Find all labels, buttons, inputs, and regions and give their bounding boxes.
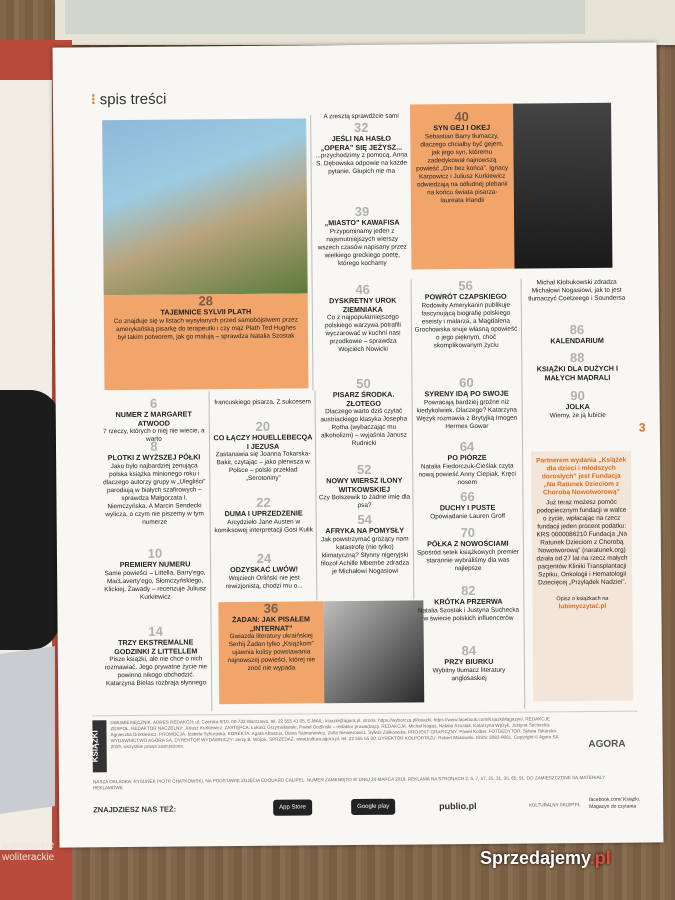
entry-88[interactable] [525, 351, 629, 383]
entry-70[interactable] [415, 526, 521, 573]
entry-66[interactable] [414, 490, 520, 521]
entry-title: NOWY WIERSZ ILONY WITKOWSKIEJ [326, 475, 403, 494]
apps-bar [93, 794, 653, 821]
entry-title: KSIĄŻKI DLA DUŻYCH I MAŁYCH MĄDRALI [536, 363, 618, 382]
entry-continued[interactable] [213, 398, 313, 407]
entry-text: Zastanawia się Joanna Tokarska-Bakir, czytając – jako pierwsza w Polsce – polski przekład „Serotoniny” [215, 450, 311, 482]
entry-text: Natalia Szostak i Justyna Suchecka w świecie polskich influencerów [417, 606, 520, 622]
entry-text: Sebastian Barry tłumaczy, dlaczego chciałby być gejem, jak jego syn, któremu zadedykował najnowszą powieść „Dni bez końca”. Ignacy Karpowicz i Juliusz Kurkiewicz odwiedzają na odludnej plebanii na końcu świata pisarza-laureata Irlandii [416, 132, 509, 204]
entry-title: JOLKA [565, 401, 590, 412]
magazine-strip [65, 0, 585, 34]
entry-40[interactable] [410, 104, 514, 270]
entry-page-number: 20 [255, 418, 271, 434]
entry-title: PO PIÓRZE [447, 452, 487, 463]
partner-box [531, 451, 633, 702]
entry-page-number: 60 [459, 374, 474, 391]
left-magazine-tag: woliterackie woliterackie [2, 840, 55, 863]
entry-text: Przypominamy jeden z najsmutniejszych wierszy wszech czasów napisany przez wielkiego greckiego poetę, którego kochamy [317, 227, 407, 267]
entry-page-number: 39 [354, 203, 370, 220]
entry-text: francuskiego pisarza. Z sukcesem [214, 398, 311, 407]
app-store-badge[interactable]: App Store [273, 799, 312, 815]
entry-title: PRZY BIURKU [444, 656, 494, 667]
entry-text: Powracają bardziej groźne niż kiedykolwiek. Dlaczego? Katarzyna Wężyk rozmawia z Brytyjką Imogen Hermes Gowar [416, 398, 518, 430]
kulturalny-sklep-link[interactable]: KULTURALNY SKLEP.PL [529, 802, 581, 808]
entry-page-number: 46 [355, 281, 370, 298]
entry-36[interactable] [218, 601, 324, 704]
entry-page-number: 82 [460, 582, 476, 599]
entry-10[interactable] [103, 546, 207, 601]
agora-logo: AGORA [588, 738, 626, 751]
entry-text: Same powieści – Littella, Barry'ego, MacLaverty'ego, Słomczyńskiego, Klickiej, Zawady – recenzuje Juliusz Kurkiewicz [104, 568, 207, 601]
entry-title: DYSKRETNY UROK ZIEMNIAKA [329, 295, 397, 314]
entry-title: CO ŁĄCZY HOUELLEBECQA I JEZUSA [213, 432, 313, 451]
entry-page-number: 8 [150, 438, 158, 454]
entry-page-number: 10 [147, 545, 163, 561]
entry-text: Czy Bolszewik to żadne imię dla psa? [318, 493, 411, 510]
entry-text: 7 rzeczy, których o niej nie wiecie, a warto [103, 427, 205, 443]
partner-heading: Partnerem wydania „Książek dla dzieci i młodszych dorosłych” jest Fundacja „Na Ratunek Dzieciom z Chorobą Nowotworową” [536, 456, 627, 497]
entry-page-number: 52 [356, 461, 372, 478]
entry-page-number: 66 [460, 488, 475, 505]
entry-text: Opowiadanie Lauren Groff [430, 512, 506, 520]
entry-text: Wojciech Orliński nie jest rewizjonistą, chodzi mu o... [225, 574, 303, 590]
sprzedajemy-watermark [480, 848, 611, 869]
entry-39[interactable] [316, 205, 409, 268]
facebook-link[interactable]: facebook.com/ Książki. Magazyn do czytania [589, 796, 641, 810]
entry-text: Pisze książki, ale nie chce o nich rozmawiać. Jego prywatne życie nie powinno nikogo obchodzić. Katarzyna Bielas rozbraja słynnego [104, 655, 208, 688]
entry-lead: A zresztą sprawdźcie sami [323, 112, 399, 121]
entry-title: KRÓTKA PRZERWA [434, 596, 503, 607]
watermark-text: Sprzedajemy [480, 848, 590, 868]
publio-link[interactable]: publio.pl [439, 800, 477, 812]
entry-title: AFRYKA NA POMYSŁY [325, 525, 405, 536]
entry-title: PLOTKI Z WYŻSZEJ PÓŁKI [107, 452, 201, 463]
entry-page-number: 90 [570, 388, 585, 404]
entry-title: ŻADAN: JAK PISAŁEM „INTERNAT” [232, 614, 310, 633]
keyboard [0, 646, 55, 814]
entry-title: JEŚLI NA HASŁO „OPERA” SIĘ JEŻYSZ... [320, 133, 403, 152]
watermark-suffix: .pl [589, 848, 611, 868]
magazine-page [53, 42, 664, 847]
entry-text: Arcydzieło Jane Austen w komiksowej interpretacji Gosi Kulik [214, 518, 313, 534]
entry-page-number: 6 [149, 395, 158, 411]
entry-text: Jak powstrzymać grożący nam katastrofę (nie tylko) klimatyczną? Słynny nigeryjski filozof Achille Mbembe zdradza je Michałowi Nogasiowi [320, 535, 410, 575]
entry-page-number: 36 [263, 600, 279, 616]
page-title: spis treści [99, 90, 167, 109]
entry-50[interactable] [317, 377, 410, 449]
entry-title: „MIASTO” KAWAFISA [324, 217, 400, 228]
entry-text: Natalia Fiedorczuk-Cieślak czyta nową powieść Anny Ciepiak. Kręci nosem [418, 462, 516, 486]
entry-28[interactable] [104, 293, 309, 390]
entry-title: SYRENY IDĄ PO SWOJE [424, 388, 509, 399]
entry-page-number: 14 [148, 623, 163, 639]
entry-title: TRZY EKSTREMALNE GODZINKI Z LITTELLEM [114, 637, 198, 656]
entry-title: POWRÓT CZAPSKIEGO [424, 291, 507, 302]
entry-page-number: 88 [569, 350, 585, 366]
entry-52[interactable] [318, 463, 410, 511]
entry-page-number: 54 [357, 511, 372, 528]
background-magazine [55, 0, 675, 45]
entry-86[interactable] [525, 323, 629, 346]
partner-body: Już teraz możesz pomóc podopiecznym fundacji w walce o życie, wpłacając na rzecz fundacji jeden procent podatku: KRS 0000086210 Fundacja „Na Ratunek Dzieciom z Chorobą Nowotworową” (naratunek.org) działa od 27 lat na rzecz małych pacjentów Kliniki Transplantacji Szpiku, Onkologii i Hematologii Dziecięcej „Przylądek Nadziei”. [536, 498, 628, 587]
entry-page-number: 22 [256, 494, 271, 510]
entry-title: PÓŁKA Z NOWOŚCIAMI [427, 538, 509, 549]
entry-text: Co znajduje się w listach wysyłanych przed samobójstwem przez amerykańską pisarkę do terapeutki i czy mąż Plath Ted Hughes był takim potworem, jak go malują – sprawdza Natalia Szostak [113, 316, 298, 341]
entry-text: Michał Kłobukowski zdradza Michałowi Nogasiowi, jak to jest tłumaczyć Coetzeego i Soundersa [528, 278, 626, 303]
entry-title: ODZYSKAĆ LWÓW! [230, 564, 299, 575]
entry-title: DUMA I UPRZEDZENIE [224, 508, 303, 519]
photo-serhij-zadan [323, 600, 424, 703]
column-divider [209, 391, 213, 711]
entry-page-number: 40 [454, 109, 469, 125]
entry-klobukowski[interactable] [525, 279, 629, 304]
entry-text: Dlaczego warto dziś czytać austriackiego klasyka Josepha Rotha (wybaczając mu alkoholizm) – wyjaśnia Janusz Rudnicki [320, 407, 408, 448]
page-header [91, 90, 167, 109]
entry-page-number: 84 [461, 642, 477, 659]
entry-title: NUMER Z MARGARET ATWOOD [115, 409, 192, 428]
entry-22[interactable] [213, 495, 313, 534]
entry-page-number: 28 [198, 293, 214, 309]
entry-page-number: 70 [460, 524, 476, 541]
entry-title: KALENDARIUM [550, 335, 604, 346]
entry-page-number: 64 [459, 438, 475, 455]
entry-84[interactable] [416, 644, 522, 683]
entry-text: Jako było najbardziej żenująca polska książka minionego roku i dlaczego autorzy grupy w „Ulegliści” parodiują w białych szafirowych – sprawdza Małgorzata I. Niemczyńska. A Marcin Sendecki wylicza, o czym nie piszemy w tym numerze [103, 461, 206, 526]
entry-60[interactable] [413, 376, 519, 431]
imprint [92, 711, 638, 777]
entry-title: DUCHY I PUSTE [439, 502, 496, 513]
photo-sylvia-plath [102, 118, 308, 295]
entry-90[interactable] [526, 389, 630, 420]
column-divider [310, 115, 313, 390]
entry-page-number: 56 [458, 277, 473, 294]
entry-title: TAJEMNICE SYLVII PLATH [160, 306, 252, 317]
entry-56[interactable] [413, 279, 520, 350]
entry-text: Rodowity Amerykanin publikuje fascynującą biografię polskiego eseisty i malarza, a Magdalena Grochowska snuje własną opowieść o jego pięknym, choć skomplikowanym życiu [414, 301, 518, 349]
entry-page-number: 32 [353, 119, 369, 136]
cover-credit: NASZA OKŁADKA: RYSUNEK PIOTR CHATKOWSKI, NA PODSTAWIE ZDJĘCIA EDOUARD CALIPEL. NUMER ZAMKNIĘTO W DNIU 20 MARCA 2019. REKLAMA NA STRONACH 2, 5, 7, 17, 25, 31, 35, 65, 91. DO ZAMIESZCZONE SĄ MATERIAŁY REKLAMOWE [92, 774, 606, 791]
entry-20[interactable] [213, 419, 314, 483]
imprint-text: DWUMIESIĘCZNIK. ADRES REDAKCJI: ul. Czerska 8/10, 00-732 Warszawa, tel. 22 555 41 05, E-MAIL: ksiazki@agora.pl, strona: https://wyborcza.pl/ksiazki, https://www.facebook.com/KsiazkiMagazyn/. REDAKCJE ZESPOŁ. REDAKTOR NACZELNY: Juliusz Kurkiewicz. ZASTĘPCA: Łukasz Grzymisławski, Paweł Goźliński – redaktor prowadzący. REDAKCJA: Michał Nogaś, Natalia Szostak, Katarzyna Wężyk, Justyna Suchecka, Agnieszka Drotkiewicz. PROMOCJA: Izabela Szkurpska. KOREKTA: Agata Abaszus, Diana Salmanowicz, Zofia Siewierowicz, Sylwia Ziółkowska. PROJEKT GRAFICZNY: Paweł Kolber. FOTOEDYTOR: Sylwia Tokarska. WYDAWNICTWO AGORA SA. DYREKTOR WYDAWNICZY: Jerzy B. Wójcik. SPRZEDAŻ: www.kultura.agora.pl, tel. 22 555 55 00. DYREKTOR KOLPORTAŻU: Robert Makowski. ISSN: 2083-8661. Copyright © Agora SA 2019, wszystkie prawa zastrzeżone. [110, 716, 559, 750]
partner-site-link[interactable]: lubimyczytać.pl [558, 602, 607, 611]
entry-text: Spośród setek książkowych premier starannie wybraliśmy dla was najlepsze [416, 548, 519, 572]
entry-title: SYN GEJ I OKEJ [433, 122, 491, 133]
camera [0, 390, 60, 650]
entry-text: ...przychodzimy z pomocą. Anna S. Dębowska odpowie na każde pytanie. Głupich nie ma [315, 151, 408, 176]
entry-page-number: 24 [256, 550, 272, 566]
entry-64[interactable] [414, 440, 520, 487]
entry-title: PREMIERY NUMERU [119, 559, 191, 570]
ksiazki-logo: KSIĄŻKI [92, 720, 106, 772]
photo-sebastian-barry [513, 103, 612, 269]
entry-title: PISARZ ŚRODKA. ZŁOTEGO [332, 389, 395, 408]
partner-cta: Opisz o książkach na [556, 595, 609, 603]
entry-6[interactable] [102, 396, 206, 444]
page-number: 3 [638, 420, 646, 435]
entry-page-number: 86 [569, 322, 585, 338]
entry-14[interactable] [104, 624, 209, 688]
entry-24[interactable] [214, 551, 314, 590]
entry-text: Gwiazda literatury ukraińskiej Serhij Żadan tylko „Książkom” ujawnia kulisy powstawania najnowszej powieści, której nie znoć nie wypada [227, 632, 316, 672]
entry-82[interactable] [415, 584, 521, 623]
entry-32[interactable] [315, 113, 408, 177]
entry-8[interactable] [102, 439, 207, 526]
entry-page-number: 50 [356, 375, 371, 392]
google-play-badge[interactable]: Google play [351, 799, 395, 815]
entry-46[interactable] [317, 283, 410, 355]
entry-54[interactable] [319, 513, 412, 576]
entry-text: Co z najpopularniejszego polskiego warzywa potrafili wyczarować w kuchni nasi przodkowie – sprawdza Wojciech Nowicki [324, 313, 401, 354]
entry-text: Wybitny tłumacz literatury anglosaskiej [432, 666, 506, 682]
entry-text: Wiemy, że ją lubicie [549, 411, 606, 419]
apps-label: ZNAJDZIESZ NAS TEŻ: [93, 804, 177, 815]
header-dots-icon: ⁝ [90, 91, 96, 109]
